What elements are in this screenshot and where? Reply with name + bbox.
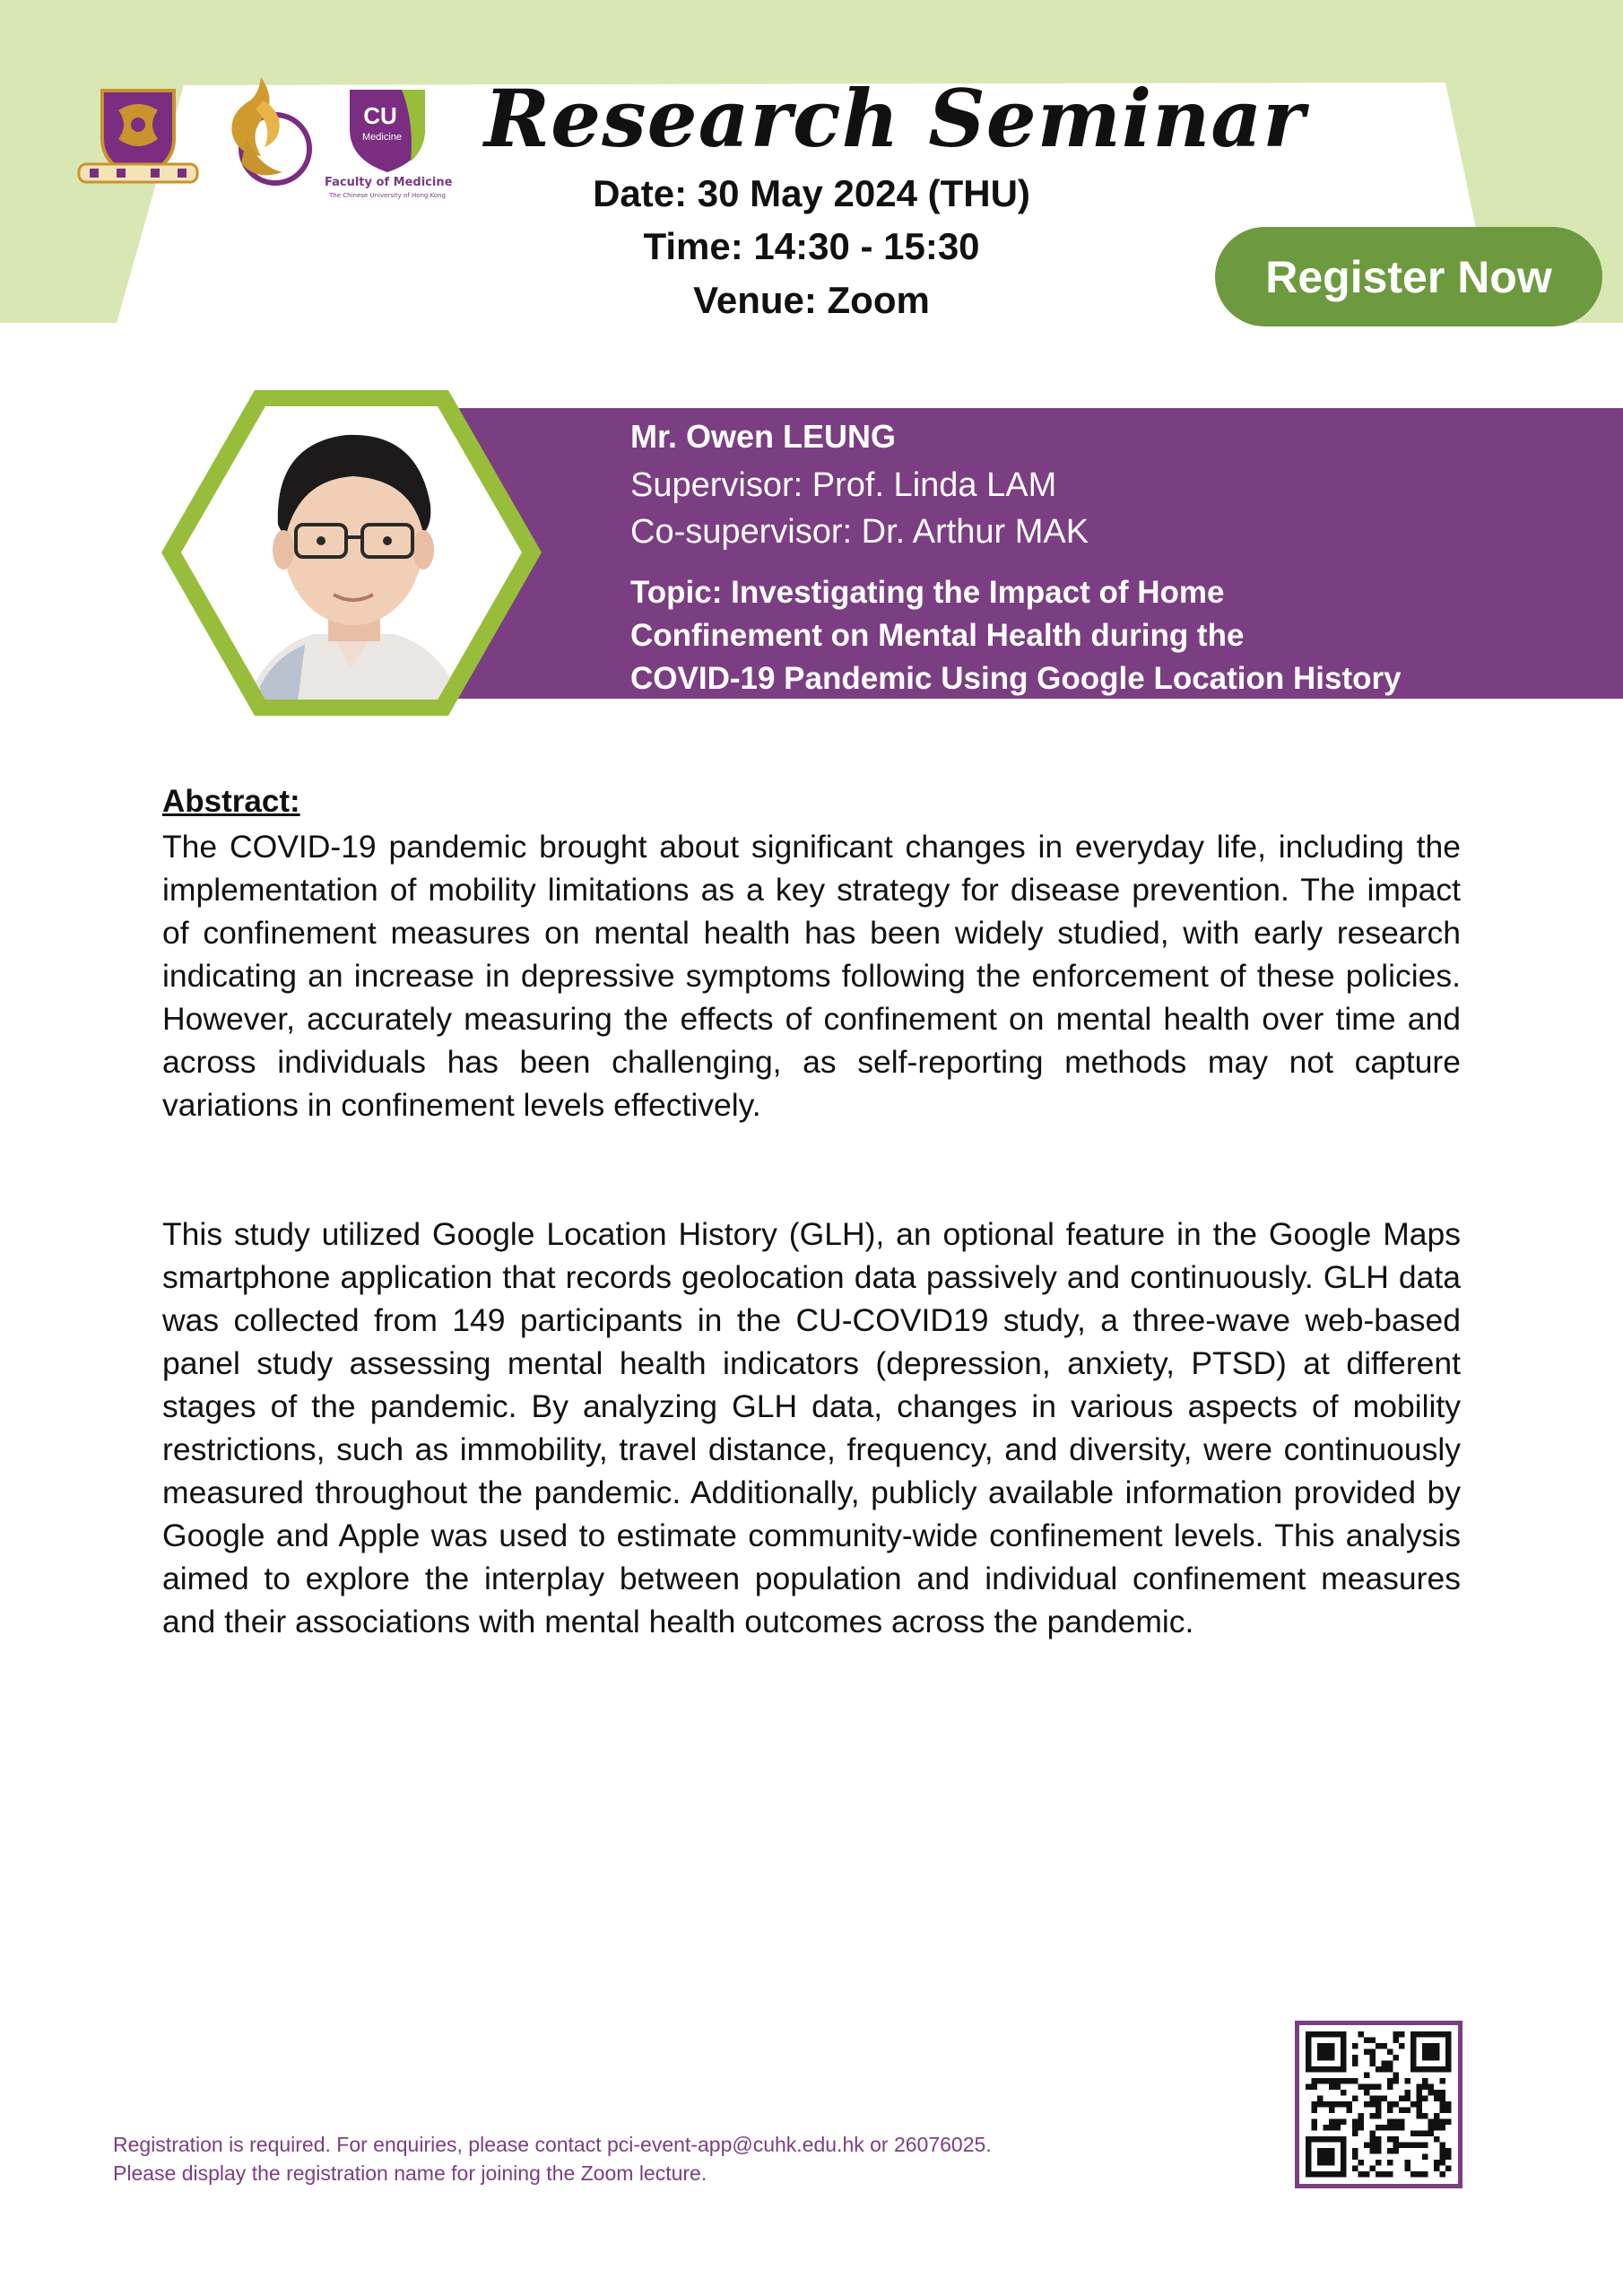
topic-line: Topic: Investigating the Impact of Home	[630, 575, 1225, 610]
seminar-venue: Venue: Zoom	[693, 279, 930, 321]
speaker-name: Mr. Owen LEUNG	[630, 418, 897, 455]
abstract-heading: Abstract:	[162, 784, 300, 819]
flame-ring-logo	[220, 74, 320, 188]
cu-medicine-logo	[325, 86, 453, 203]
footer-zoom-note: Please display the registration name for joining the Zoom lecture.	[113, 2161, 707, 2185]
abstract-paragraph-1: The COVID-19 pandemic brought about significant changes in everyday life, including the implementation of mobility limitations as a key strategy for disease prevention. The impact of confinement measures on mental health has been widely studied, with early research indicating an increase in depressive symptoms following the enforcement of these policies. However, accurately measuring the effects of confinement on mental health over time and across individuals has been challenging, as self-reporting methods may not capture variations in confinement levels effectively.	[162, 829, 1461, 1123]
cuhk-crest-logo	[75, 85, 201, 188]
registration-qr-code[interactable]	[1295, 2021, 1462, 2188]
footer-registration-note: Registration is required. For enquiries, please contact pci-event-app@cuhk.edu.hk or 26076025.	[113, 2133, 992, 2156]
university-name: The Chinese University of Hong Kong	[329, 192, 446, 199]
svg-text:CU: CU	[363, 102, 397, 129]
topic-line: Confinement on Mental Health during the	[630, 618, 1245, 653]
page-title: Research Seminar	[484, 72, 1306, 165]
speaker-supervisor: Supervisor: Prof. Linda LAM	[630, 466, 1057, 504]
speaker-co-supervisor: Co-supervisor: Dr. Arthur MAK	[630, 513, 1089, 551]
register-now-button[interactable]: Register Now	[1215, 227, 1602, 326]
faculty-name: Faculty of Medicine	[325, 176, 453, 189]
seminar-date: Date: 30 May 2024 (THU)	[593, 172, 1030, 214]
cu-medicine-shield-icon	[325, 86, 450, 174]
speaker-photo-frame	[161, 390, 542, 716]
abstract-paragraph-2: This study utilized Google Location History (GLH), an optional feature in the Google Maps smartphone application that records geolocation data passively and continuously. GLH data was collected from 149 participants in the CU-COVID19 study, a three-wave web-based panel study assessing mental health indicators (depression, anxiety, PTSD) at different stages of the pandemic. By analyzing GLH data, changes in various aspects of mobility restrictions, such as immobility, travel distance, frequency, and diversity, were continuously measured throughout the pandemic. Additionally, publicly available information provided by Google and Apple was used to estimate community-wide confinement levels. This analysis aimed to explore the interplay between population and individual confinement measures and their associations with mental health outcomes across the pandemic.	[162, 1216, 1461, 1639]
topic-line: COVID-19 Pandemic Using Google Location History	[630, 661, 1402, 696]
speaker-photo	[161, 390, 542, 716]
svg-text:Medicine: Medicine	[361, 132, 403, 143]
speaker-topic	[630, 571, 1608, 700]
seminar-time: Time: 14:30 - 15:30	[643, 225, 980, 267]
